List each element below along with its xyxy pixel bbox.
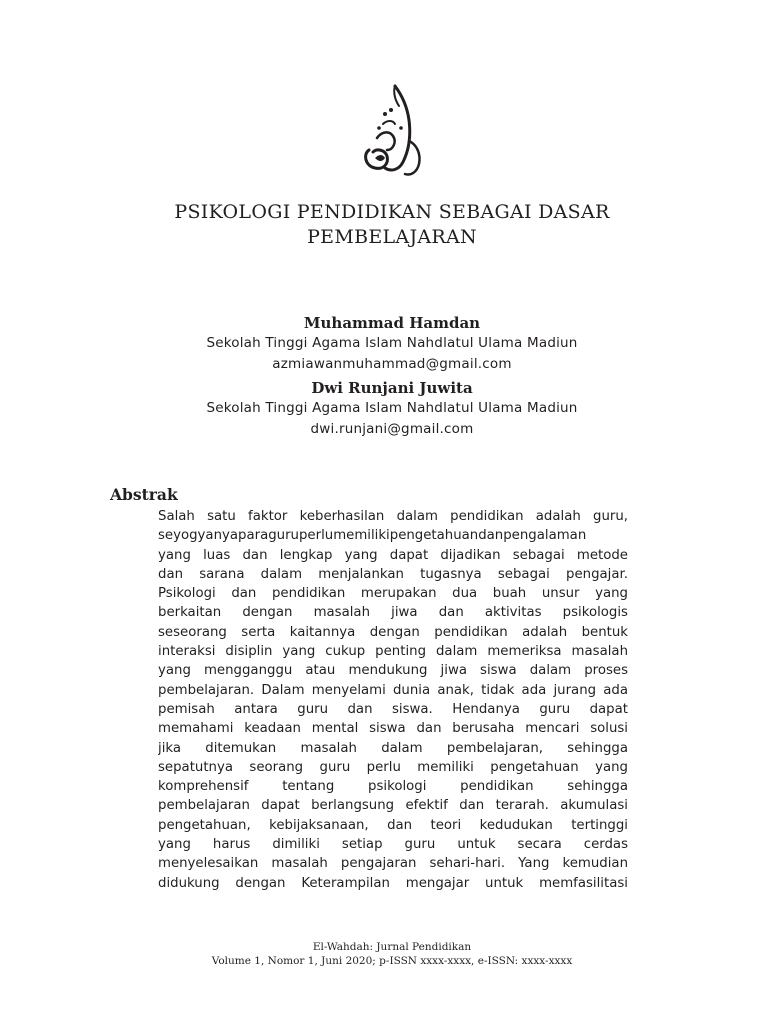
arabic-calligraphy-logo-icon	[355, 80, 427, 180]
author-affiliation: Sekolah Tinggi Agama Islam Nahdlatul Ulama Madiun	[206, 335, 578, 351]
author-block-1	[100, 313, 684, 375]
title-line-2: PEMBELAJARAN	[307, 226, 477, 248]
abstract-line: pembelajaran. Dalam menyelami dunia anak, tidak ada jurang ada	[158, 682, 628, 698]
abstract-line: Psikologi dan pendidikan merupakan dua buah unsur yang	[158, 586, 628, 602]
author-email: azmiawanmuhammad@gmail.com	[272, 356, 512, 372]
abstract-line: seseorang serta kaitannya dengan pendidikan adalah bentuk	[158, 624, 628, 640]
abstract-line: yang luas dan lengkap yang dapat dijadikan sebagai metode	[158, 547, 628, 563]
author-email: dwi.runjani@gmail.com	[310, 421, 474, 437]
abstract-line: memahami keadaan mental siswa dan berusaha mencari solusi	[158, 721, 628, 737]
title-line-1: PSIKOLOGI PENDIDIKAN SEBAGAI DASAR	[174, 201, 610, 223]
abstract-line: seyogyanyaparaguruperlumemilikipengetahuandanpengalaman	[158, 528, 587, 544]
paper-title	[100, 200, 684, 250]
abstract-line: menyelesaikan masalah pengajaran sehari-hari. Yang kemudian	[158, 856, 628, 872]
abstract-line: sepatutnya seorang guru perlu memiliki pengetahuan yang	[158, 759, 628, 775]
abstract-line: yang mengganggu atau mendukung jiwa siswa dalam proses	[158, 663, 628, 679]
abstract-line: jika ditemukan masalah dalam pembelajaran, sehingga	[158, 740, 628, 756]
abstract-line: didukung dengan Keterampilan mengajar untuk memfasilitasi	[158, 875, 628, 891]
abstract-heading: Abstrak	[110, 485, 178, 504]
abstract-line: interaksi disiplin yang cukup penting dalam memeriksa masalah	[158, 644, 628, 660]
abstract-line: pengetahuan, kebijaksanaan, dan teori kedudukan tertinggi	[158, 817, 628, 833]
abstract-line: yang harus dimiliki setiap guru untuk secara cerdas	[158, 837, 628, 853]
abstract-line: komprehensif tentang psikologi pendidikan sehingga	[158, 779, 628, 795]
abstract-line: berkaitan dengan masalah jiwa dan aktivitas psikologis	[158, 605, 628, 621]
abstract-body	[158, 507, 628, 893]
footer-journal-name: El-Wahdah: Jurnal Pendidikan	[312, 941, 472, 953]
author-affiliation: Sekolah Tinggi Agama Islam Nahdlatul Ulama Madiun	[206, 400, 578, 416]
author-name: Dwi Runjani Juwita	[311, 379, 473, 397]
author-block-2	[100, 378, 684, 440]
abstract-line: Salah satu faktor keberhasilan dalam pendidikan adalah guru,	[158, 509, 628, 524]
footer-volume-info: Volume 1, Nomor 1, Juni 2020; p-ISSN xxxx-xxxx, e-ISSN: xxxx-xxxx	[211, 955, 573, 967]
abstract-line: pemisah antara guru dan siswa. Hendanya guru dapat	[158, 701, 628, 717]
abstract-line: pembelajaran dapat berlangsung efektif dan terarah. akumulasi	[158, 798, 628, 814]
journal-footer	[100, 940, 684, 968]
abstract-line: dan sarana dalam menjalankan tugasnya sebagai pengajar.	[158, 566, 628, 582]
author-name: Muhammad Hamdan	[303, 314, 481, 332]
